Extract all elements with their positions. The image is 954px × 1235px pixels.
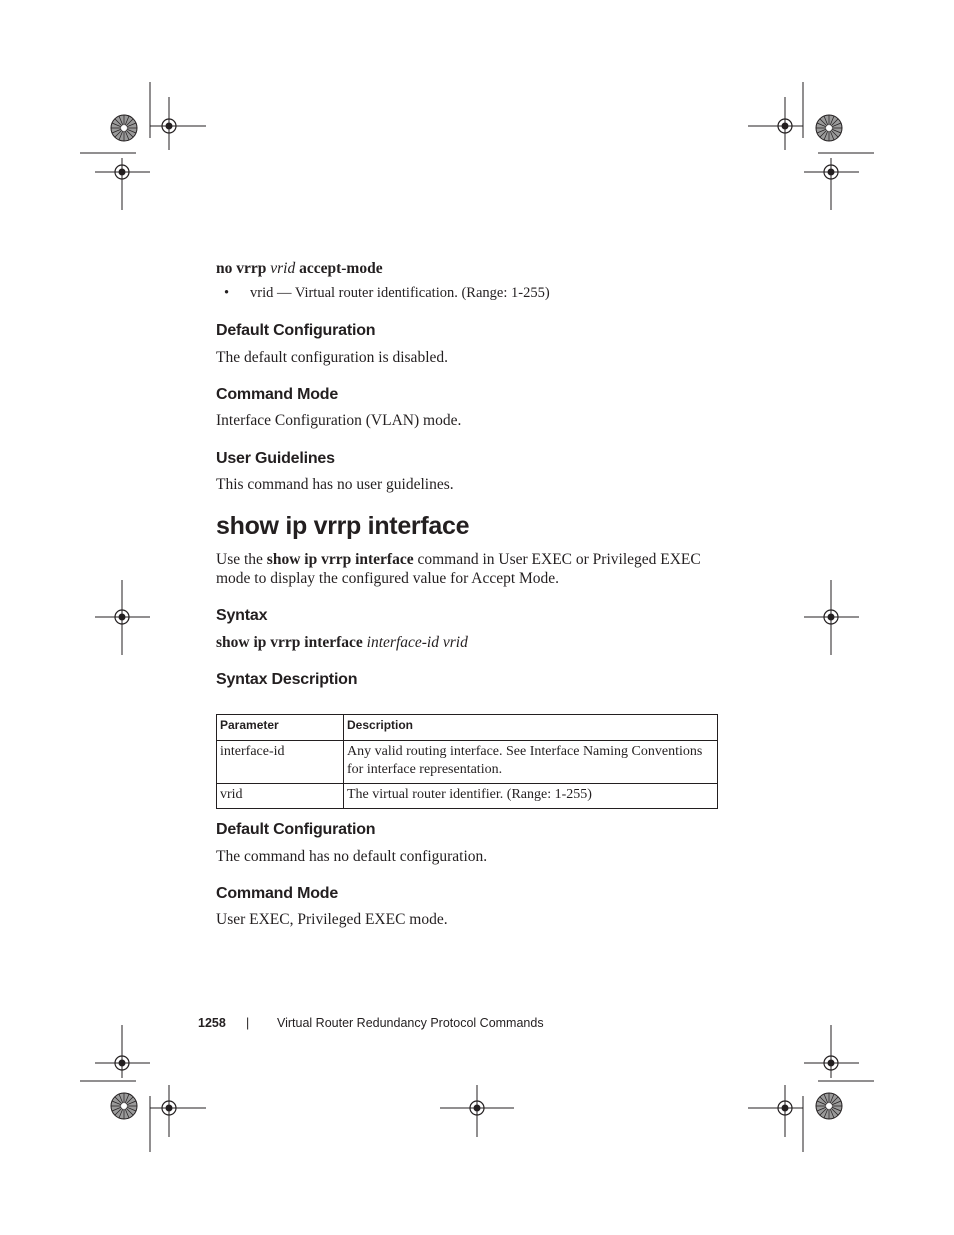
- section-heading: Syntax: [216, 607, 268, 624]
- parameter-table: [216, 714, 718, 809]
- table-header-row: [217, 715, 718, 741]
- table-cell-parameter: vrid: [217, 784, 344, 809]
- no-form-syntax: [216, 259, 383, 278]
- footer-separator: |: [246, 1016, 250, 1030]
- section-heading: User Guidelines: [216, 450, 335, 467]
- bullet-mark: •: [224, 285, 230, 301]
- table-header-cell: Description: [344, 715, 718, 741]
- section-heading: Default Configuration: [216, 821, 376, 838]
- syntax-command-part: no vrrp: [216, 260, 267, 277]
- bullet-text: vrid — Virtual router identification. (Range: 1-255): [250, 285, 550, 301]
- table-row: [217, 741, 718, 784]
- syntax-arguments: interface-id vrid: [366, 634, 468, 651]
- intro-command: show ip vrrp interface: [266, 551, 414, 568]
- paragraph: Interface Configuration (VLAN) mode.: [216, 412, 462, 429]
- crop-mark-bottom-right: [748, 1025, 874, 1152]
- section-heading: Command Mode: [216, 885, 339, 902]
- section-heading: Command Mode: [216, 386, 339, 403]
- intro-text: command in User EXEC or Privileged EXEC: [413, 551, 701, 568]
- footer-chapter-title: Virtual Router Redundancy Protocol Commands: [277, 1016, 544, 1030]
- syntax-command-part: accept-mode: [299, 260, 383, 277]
- table-cell-description: The virtual router identifier. (Range: 1-255): [344, 784, 718, 809]
- syntax-command: show ip vrrp interface: [216, 634, 363, 651]
- table-header-cell: Parameter: [217, 715, 344, 741]
- crop-mark-top-left: [80, 82, 206, 210]
- syntax-argument: vrid: [270, 260, 296, 277]
- paragraph: This command has no user guidelines.: [216, 476, 454, 493]
- command-intro-line2: mode to display the configured value for Accept Mode.: [216, 570, 560, 587]
- paragraph: The command has no default configuration.: [216, 848, 488, 865]
- table-cell-parameter: interface-id: [217, 741, 344, 784]
- intro-text: Use the: [216, 551, 267, 568]
- crop-mark-top-right: [748, 82, 874, 210]
- command-title: show ip vrrp interface: [216, 512, 470, 540]
- table-row: [217, 784, 718, 809]
- crop-mark-bottom-center: [440, 1085, 514, 1137]
- section-heading: Syntax Description: [216, 671, 358, 688]
- bullet-item: [224, 284, 229, 303]
- crop-mark-middle-left: [95, 580, 150, 655]
- section-heading: Default Configuration: [216, 322, 376, 339]
- command-intro: [216, 550, 726, 569]
- page-number: 1258: [198, 1016, 226, 1030]
- paragraph: User EXEC, Privileged EXEC mode.: [216, 911, 448, 928]
- crop-mark-bottom-left: [80, 1025, 206, 1152]
- table-cell-description: Any valid routing interface. See Interface Naming Conventions for interface representation.: [344, 741, 718, 784]
- syntax-line: [216, 633, 468, 652]
- paragraph: The default configuration is disabled.: [216, 349, 449, 366]
- crop-mark-middle-right: [804, 580, 859, 655]
